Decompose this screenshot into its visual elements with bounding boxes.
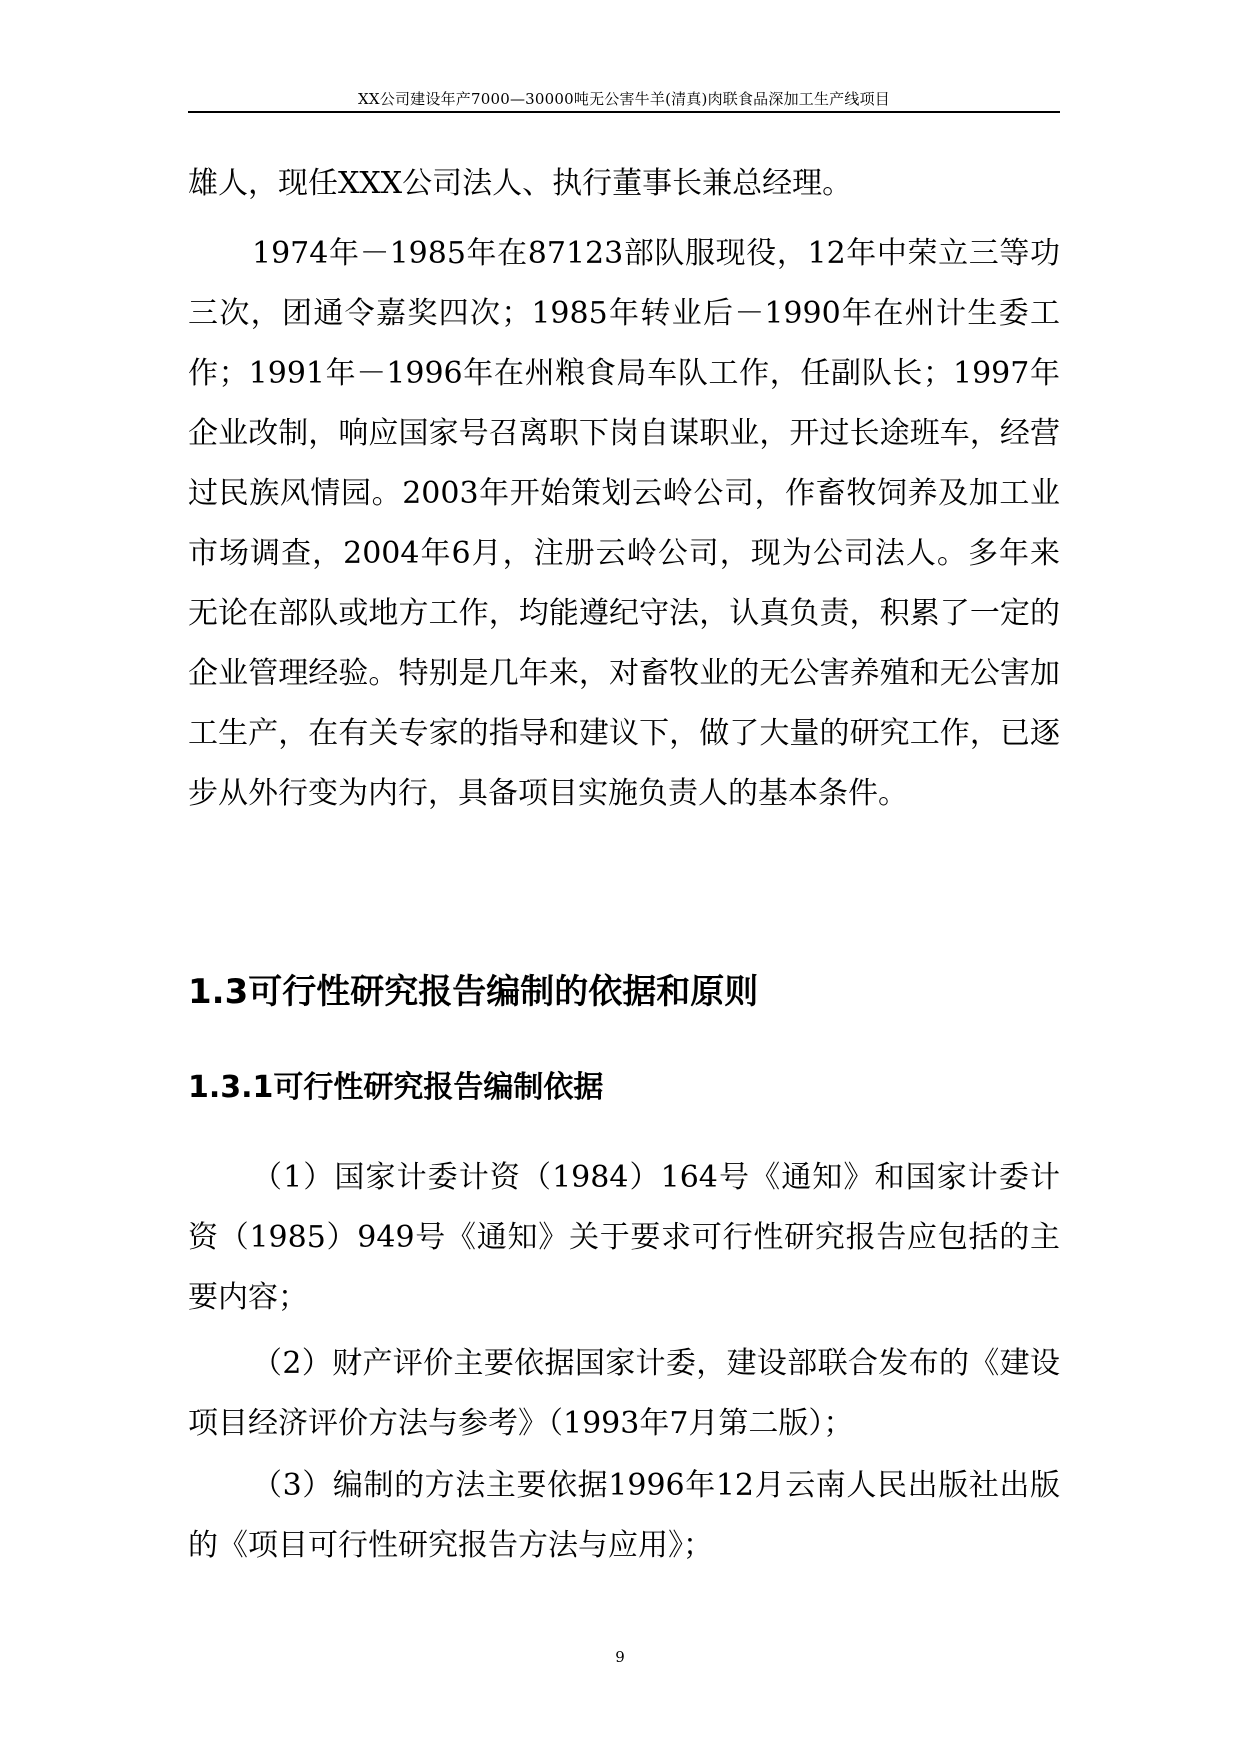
page-number: 9 <box>615 1648 625 1666</box>
basis-item: （1）国家计委计资（1984）164号《通知》和国家计委计资（1985）949号《通知》关于要求可行性研究报告应包括的主要内容； <box>188 1160 1060 1315</box>
paragraph-continued: 雄人，现任XXX公司法人、执行董事长兼总经理。 <box>188 166 853 201</box>
paragraph-biography: 1974年－1985年在87123部队服现役，12年中荣立三等功三次，团通令嘉奖四次；1985年转业后－1990年在州计生委工作；1991年－1996年在州粮食局车队工作，任副队长；1997年企业改制，响应国家号召离职下岗自谋职业，开过长途班车，经营过民族风情园。2003年开始策划云岭公司，作畜牧饲养及加工业市场调查，2004年6月，注册云岭公司，现为公司法人。多年来无论在部队或地方工作，均能遵纪守法，认真负责，积累了一定的企业管理经验。特别是几年来，对畜牧业的无公害养殖和无公害加工生产，在有关专家的指导和建议下，做了大量的研究工作，已逐步从外行变为内行，具备项目实施负责人的基本条件。 <box>188 236 1060 811</box>
header-rule <box>188 111 1060 113</box>
subsection-heading: 1.3.1可行性研究报告编制依据 <box>188 1070 604 1105</box>
basis-item: （2）财产评价主要依据国家计委，建设部联合发布的《建设项目经济评价方法与参考》（1993年7月第二版）； <box>188 1346 1060 1441</box>
running-header: XX公司建设年产7000—30000吨无公害牛羊(清真)肉联食品深加工生产线项目 <box>358 90 890 108</box>
basis-item: （3）编制的方法主要依据1996年12月云南人民出版社出版的《项目可行性研究报告方法与应用》； <box>188 1468 1060 1563</box>
section-heading: 1.3可行性研究报告编制的依据和原则 <box>188 972 759 1012</box>
